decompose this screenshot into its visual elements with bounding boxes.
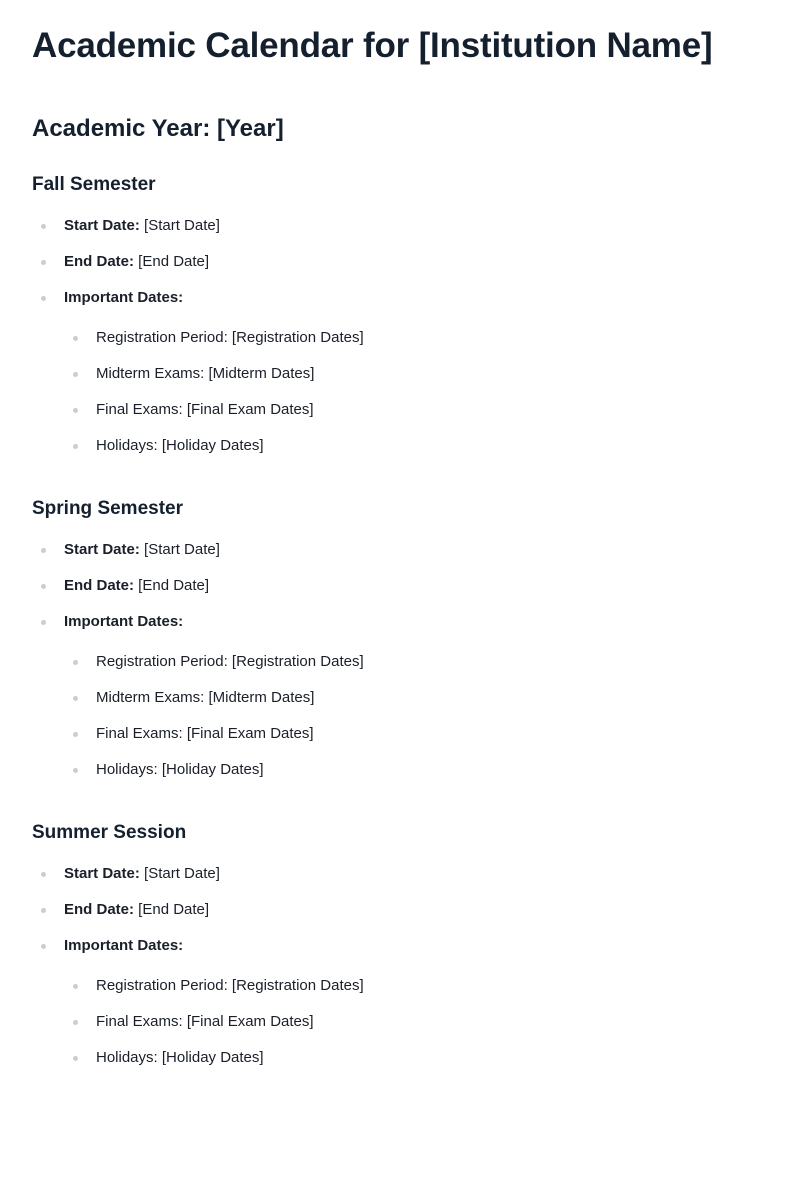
date-entry: Final Exams: [Final Exam Dates] bbox=[96, 1013, 314, 1030]
start-date-label: Start Date: bbox=[64, 865, 140, 882]
end-date-value: [End Date] bbox=[134, 577, 210, 594]
important-dates-label: Important Dates: bbox=[64, 937, 184, 954]
end-date-label: End Date: bbox=[64, 577, 135, 594]
fall-start-date-item bbox=[64, 216, 220, 236]
date-entry: Holidays: [Holiday Dates] bbox=[96, 761, 264, 778]
bullet-icon bbox=[73, 444, 78, 449]
spring-end-date-item bbox=[64, 576, 209, 596]
list-item bbox=[96, 1012, 314, 1032]
bullet-icon bbox=[73, 372, 78, 377]
end-date-label: End Date: bbox=[64, 253, 135, 270]
bullet-icon bbox=[41, 944, 46, 949]
start-date-label: Start Date: bbox=[64, 541, 140, 558]
end-date-value: [End Date] bbox=[134, 901, 210, 918]
bullet-icon bbox=[73, 660, 78, 665]
fall-important-dates-item bbox=[64, 288, 183, 308]
spring-important-dates-item bbox=[64, 612, 183, 632]
bullet-icon bbox=[73, 696, 78, 701]
list-item bbox=[96, 364, 314, 384]
start-date-value: [Start Date] bbox=[139, 865, 220, 882]
bullet-icon bbox=[41, 260, 46, 265]
date-entry: Registration Period: [Registration Dates] bbox=[96, 329, 364, 346]
important-dates-label: Important Dates: bbox=[64, 289, 184, 306]
list-item bbox=[96, 724, 314, 744]
list-item bbox=[96, 328, 364, 348]
bullet-icon bbox=[73, 984, 78, 989]
date-entry: Midterm Exams: [Midterm Dates] bbox=[96, 689, 315, 706]
bullet-icon bbox=[73, 336, 78, 341]
academic-year-heading: Academic Year: [Year] bbox=[32, 115, 284, 142]
date-entry: Holidays: [Holiday Dates] bbox=[96, 437, 264, 454]
bullet-icon bbox=[73, 768, 78, 773]
spring-semester-heading: Spring Semester bbox=[32, 498, 183, 519]
fall-end-date-item bbox=[64, 252, 209, 272]
bullet-icon bbox=[41, 908, 46, 913]
bullet-icon bbox=[41, 872, 46, 877]
date-entry: Midterm Exams: [Midterm Dates] bbox=[96, 365, 315, 382]
bullet-icon bbox=[41, 548, 46, 553]
list-item bbox=[96, 976, 364, 996]
start-date-value: [Start Date] bbox=[139, 541, 220, 558]
list-item bbox=[96, 652, 364, 672]
date-entry: Holidays: [Holiday Dates] bbox=[96, 1049, 264, 1066]
summer-start-date-item bbox=[64, 864, 220, 884]
summer-important-dates-item bbox=[64, 936, 183, 956]
summer-session-heading: Summer Session bbox=[32, 822, 187, 843]
bullet-icon bbox=[41, 296, 46, 301]
end-date-value: [End Date] bbox=[134, 253, 210, 270]
list-item bbox=[96, 1048, 264, 1068]
end-date-label: End Date: bbox=[64, 901, 135, 918]
bullet-icon bbox=[73, 408, 78, 413]
summer-end-date-item bbox=[64, 900, 209, 920]
date-entry: Registration Period: [Registration Dates] bbox=[96, 977, 364, 994]
bullet-icon bbox=[41, 224, 46, 229]
start-date-label: Start Date: bbox=[64, 217, 140, 234]
page-title: Academic Calendar for [Institution Name] bbox=[32, 26, 713, 65]
start-date-value: [Start Date] bbox=[139, 217, 220, 234]
bullet-icon bbox=[41, 620, 46, 625]
spring-start-date-item bbox=[64, 540, 220, 560]
fall-semester-heading: Fall Semester bbox=[32, 174, 156, 195]
list-item bbox=[96, 436, 264, 456]
bullet-icon bbox=[41, 584, 46, 589]
date-entry: Final Exams: [Final Exam Dates] bbox=[96, 725, 314, 742]
bullet-icon bbox=[73, 732, 78, 737]
list-item bbox=[96, 688, 314, 708]
date-entry: Registration Period: [Registration Dates] bbox=[96, 653, 364, 670]
important-dates-label: Important Dates: bbox=[64, 613, 184, 630]
list-item bbox=[96, 400, 314, 420]
date-entry: Final Exams: [Final Exam Dates] bbox=[96, 401, 314, 418]
bullet-icon bbox=[73, 1020, 78, 1025]
bullet-icon bbox=[73, 1056, 78, 1061]
list-item bbox=[96, 760, 264, 780]
